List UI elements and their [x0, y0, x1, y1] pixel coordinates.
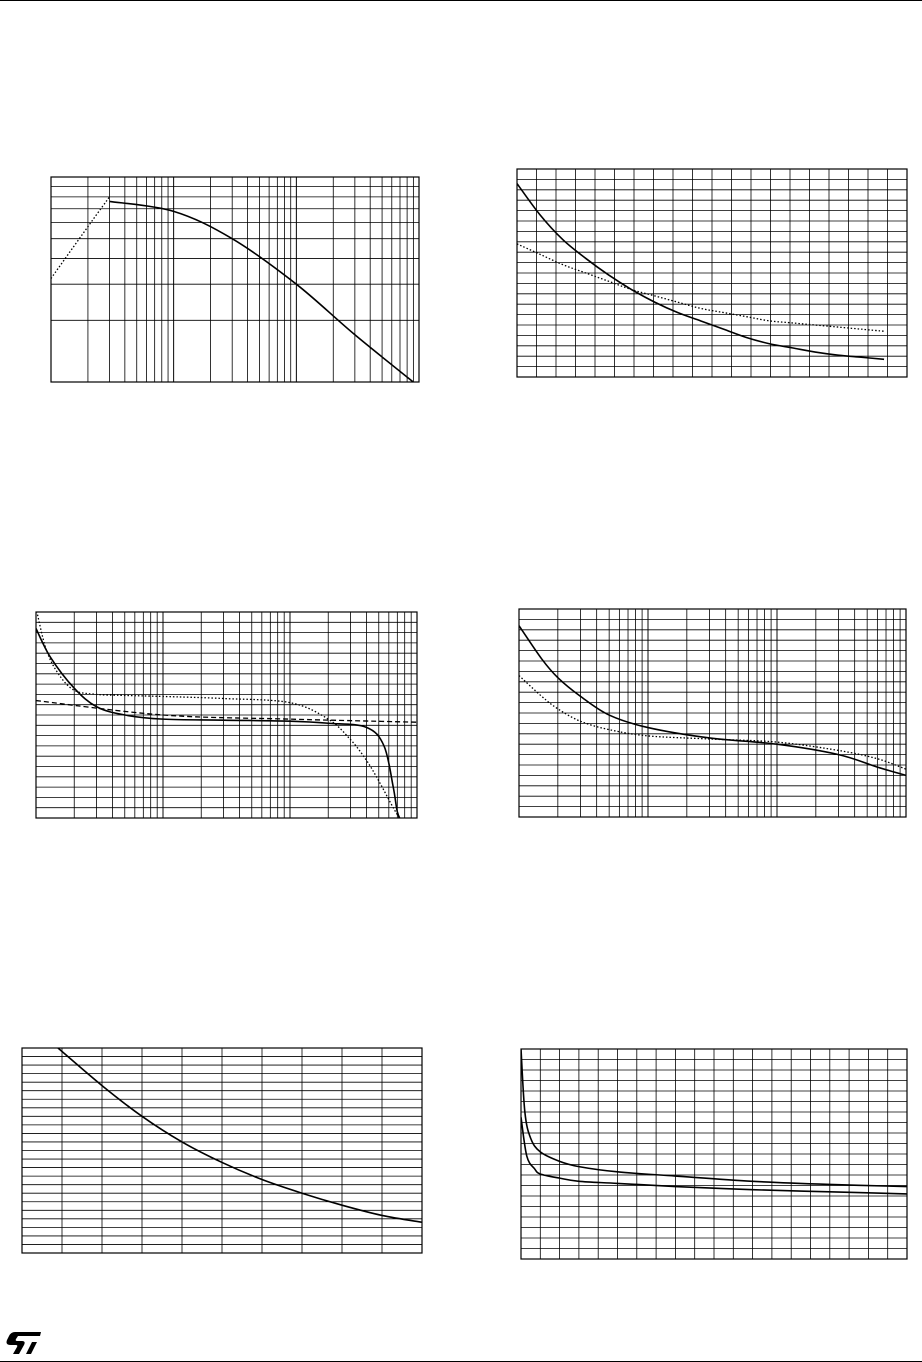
chart-1-grid [51, 177, 419, 382]
chart-4-series-1 [519, 676, 906, 770]
chart-2-svg [517, 169, 907, 377]
chart-3-svg [36, 612, 417, 818]
chart-4-panel [519, 609, 906, 817]
chart-4-series-0 [519, 626, 906, 776]
chart-3-panel [36, 612, 417, 818]
chart-3-grid [36, 612, 417, 818]
chart-2-panel [517, 169, 907, 377]
chart-1-series-0 [110, 201, 419, 386]
chart-4-grid [519, 609, 906, 817]
chart-1-panel [51, 177, 419, 382]
chart-1-frame [51, 177, 419, 382]
st-logo [6, 1330, 42, 1356]
chart-5-svg [22, 1048, 422, 1253]
chart-1-svg [51, 177, 419, 382]
chart-5-series-0 [58, 1048, 422, 1222]
chart-2-grid [517, 169, 907, 377]
chart-6-panel [521, 1049, 907, 1259]
chart-6-svg [521, 1049, 907, 1259]
chart-5-panel [22, 1048, 422, 1253]
chart-6-grid [521, 1049, 907, 1259]
header-rule [0, 0, 922, 1]
chart-5-grid [22, 1048, 422, 1253]
chart-4-svg [519, 609, 906, 817]
